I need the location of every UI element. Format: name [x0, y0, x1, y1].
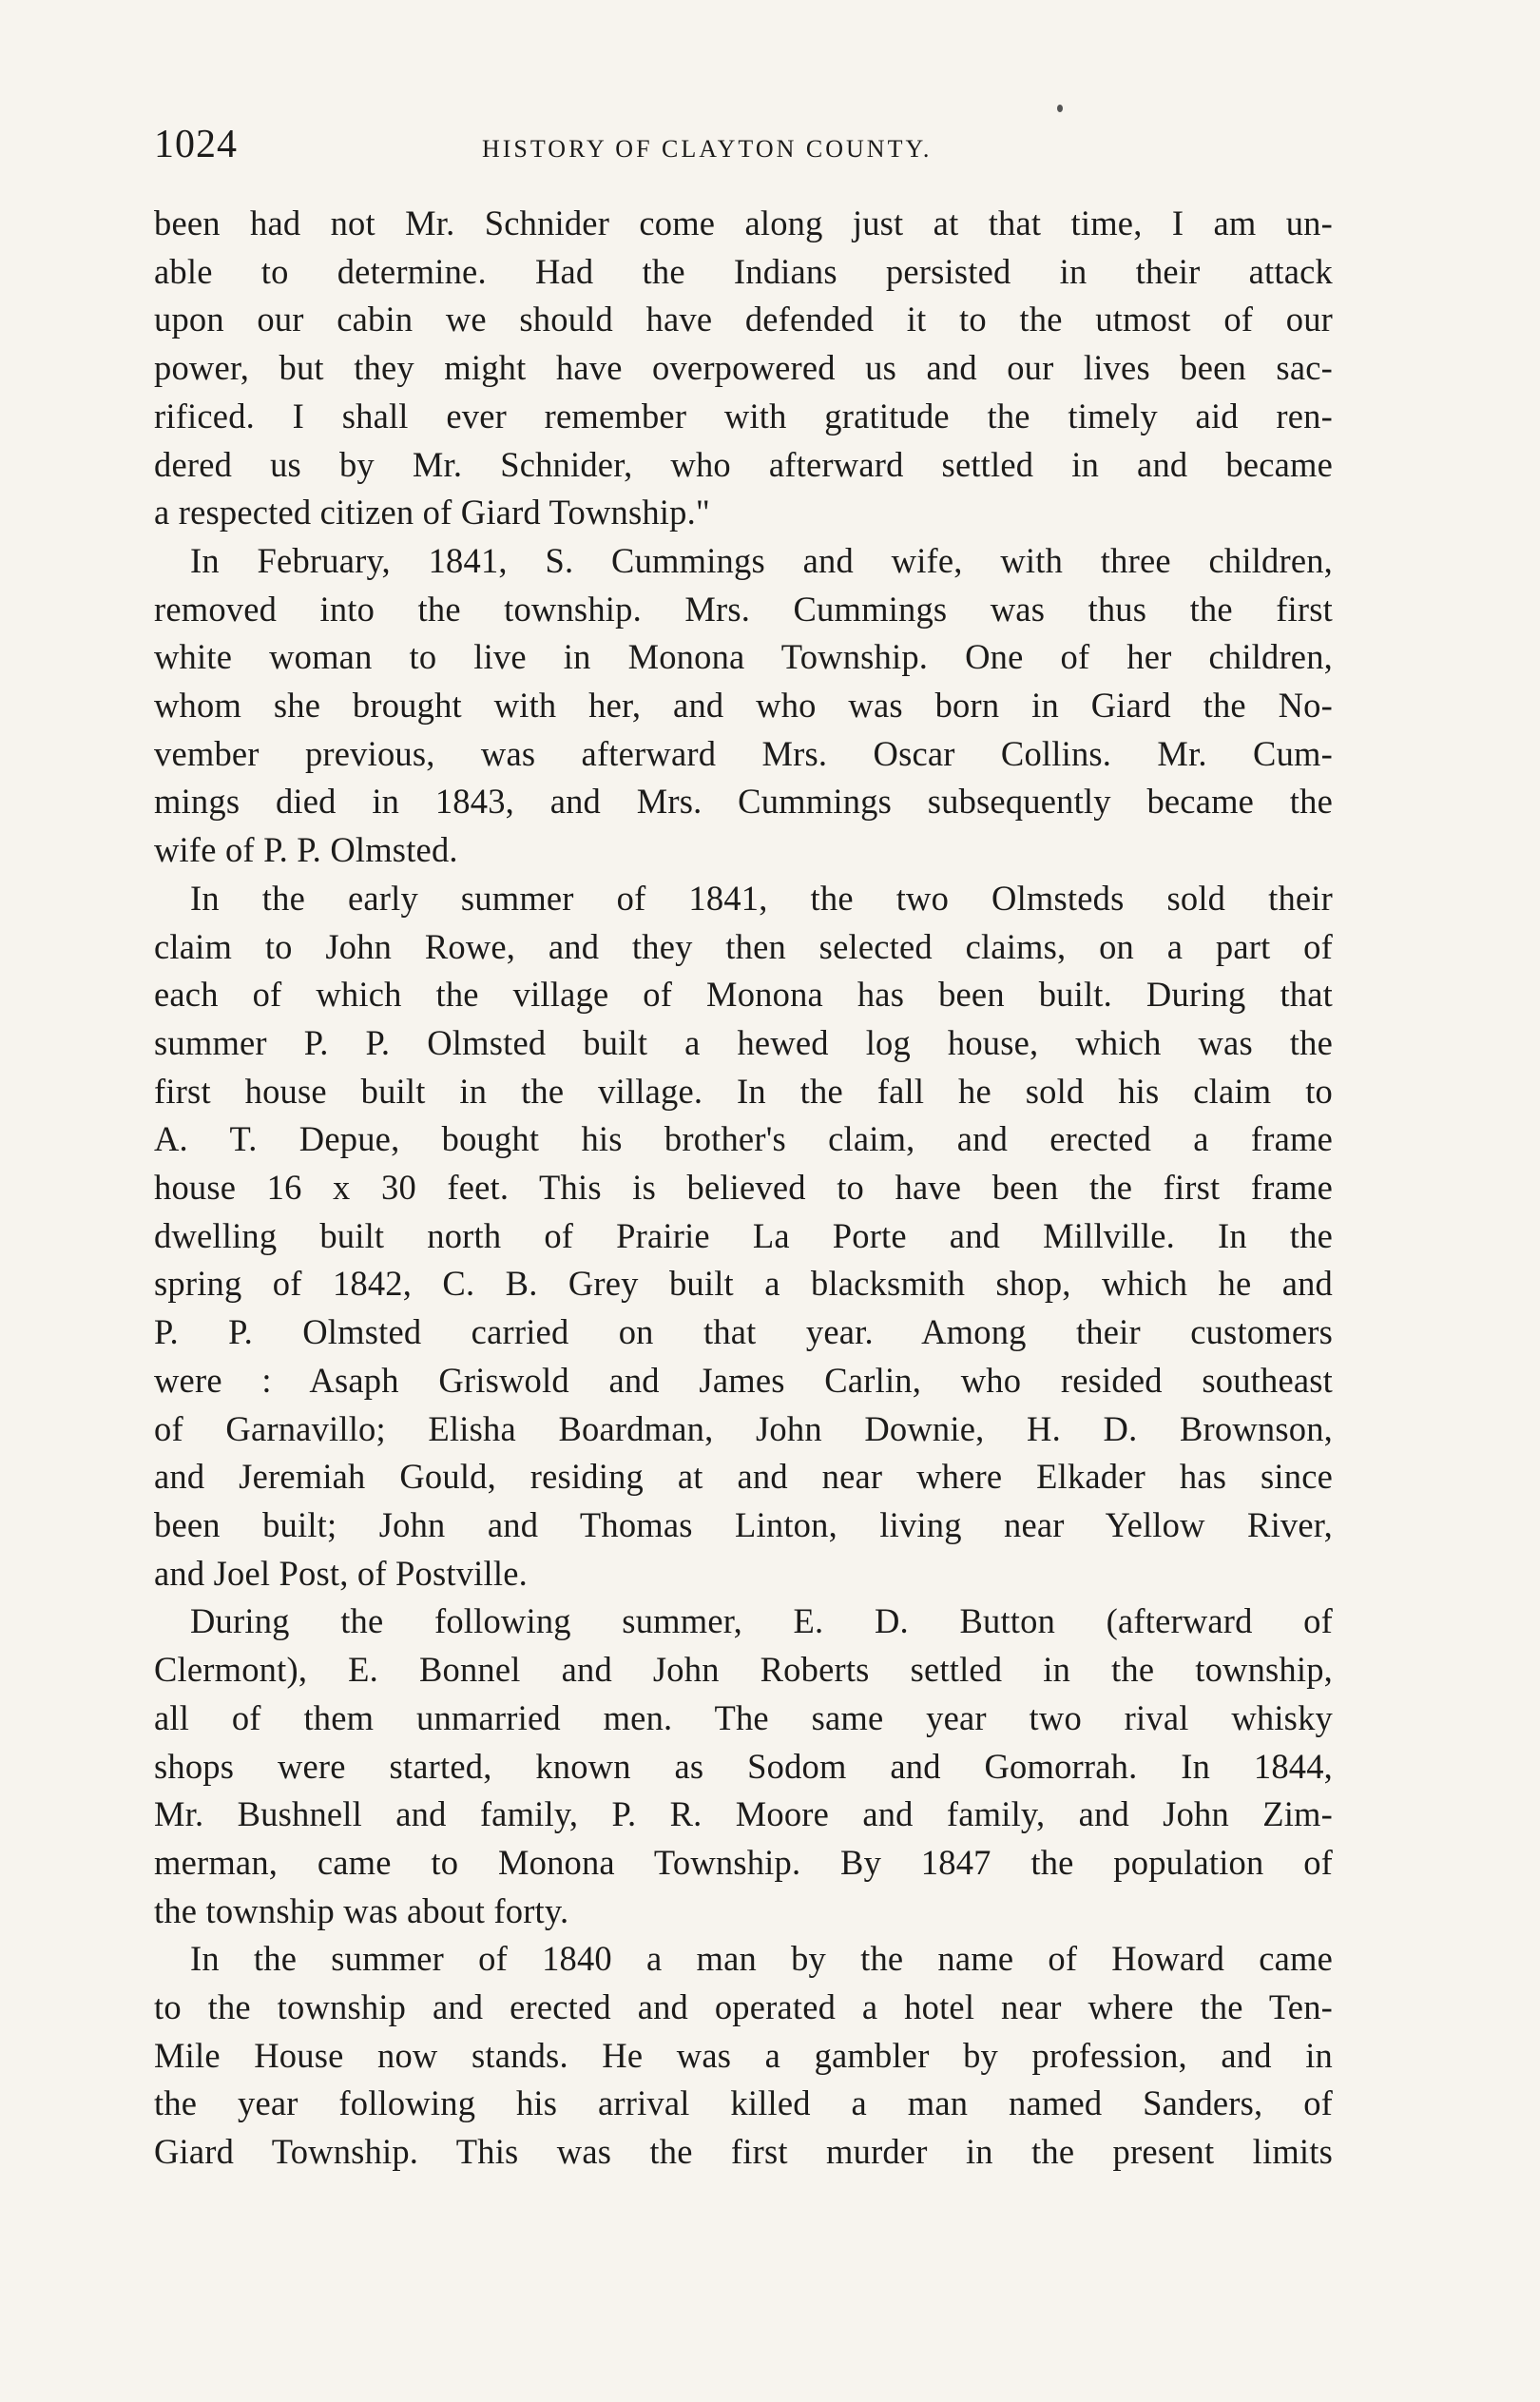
text-line: the township was about forty.: [154, 1890, 569, 1930]
text-line: shops were started, known as Sodom and Gomorrah. In 1844,: [154, 1746, 1333, 1786]
text-line: all of them unmarried men. The same year two rival whisky: [154, 1697, 1333, 1737]
text-line: were : Asaph Griswold and James Carlin, who resided southeast: [154, 1360, 1333, 1400]
text-line: dered us by Mr. Schnider, who afterward settled in and became: [154, 444, 1333, 484]
paragraph-3: [154, 875, 1333, 1598]
text-line: to the township and erected and operated a hotel near where the Ten-: [154, 1987, 1333, 2027]
text-line: Giard Township. This was the first murder in the present limits: [154, 2132, 1333, 2172]
ink-speck: [1057, 105, 1063, 112]
page-number: 1024: [154, 123, 238, 166]
text-line: Clermont), E. Bonnel and John Roberts settled in the township,: [154, 1650, 1333, 1690]
text-line: summer P. P. Olmsted built a hewed log house, which was the: [154, 1022, 1333, 1062]
text-line: first house built in the village. In the fall he sold his claim to: [154, 1071, 1333, 1111]
text-line: upon our cabin we should have defended it to the utmost of our: [154, 300, 1333, 339]
text-line: During the following summer, E. D. Button (afterward of: [190, 1601, 1333, 1641]
text-line: able to determine. Had the Indians persisted in their attack: [154, 251, 1333, 291]
text-line: been built; John and Thomas Linton, living near Yellow River,: [154, 1504, 1333, 1544]
text-line: In the early summer of 1841, the two Olmsteds sold their: [190, 878, 1333, 918]
text-line: whom she brought with her, and who was born in Giard the No-: [154, 686, 1333, 726]
text-line: Mile House now stands. He was a gambler by profession, and in: [154, 2035, 1333, 2075]
text-line: merman, came to Monona Township. By 1847 the population of: [154, 1842, 1333, 1882]
text-line: rificed. I shall ever remember with gratitude the timely aid ren-: [154, 396, 1333, 436]
text-line: and Jeremiah Gould, residing at and near where Elkader has since: [154, 1457, 1333, 1497]
text-line: A. T. Depue, bought his brother's claim, and erected a frame: [154, 1119, 1333, 1159]
text-line: each of which the village of Monona has been built. During that: [154, 975, 1333, 1015]
paragraph-5: [154, 1935, 1333, 2177]
text-line: In February, 1841, S. Cummings and wife, with three children,: [190, 540, 1333, 580]
text-line: wife of P. P. Olmsted.: [154, 830, 458, 870]
text-line: Mr. Bushnell and family, P. R. Moore and family, and John Zim-: [154, 1794, 1333, 1834]
page-header: [154, 122, 1333, 169]
text-line: house 16 x 30 feet. This is believed to have been the first frame: [154, 1168, 1333, 1208]
running-title: HISTORY OF CLAYTON COUNTY.: [482, 135, 933, 163]
text-line: removed into the township. Mrs. Cummings was thus the first: [154, 589, 1333, 629]
text-line: mings died in 1843, and Mrs. Cummings subsequently became the: [154, 782, 1333, 822]
paragraph-1: [154, 200, 1333, 537]
text-line: a respected citizen of Giard Township.": [154, 493, 711, 533]
paragraph-2: [154, 537, 1333, 875]
text-line: dwelling built north of Prairie La Porte and Millville. In the: [154, 1215, 1333, 1255]
body-text: [154, 200, 1333, 2177]
text-line: vember previous, was afterward Mrs. Oscar Collins. Mr. Cum-: [154, 733, 1333, 773]
text-line: In the summer of 1840 a man by the name of Howard came: [190, 1939, 1333, 1979]
text-line: the year following his arrival killed a man named Sanders, of: [154, 2083, 1333, 2123]
text-line: spring of 1842, C. B. Grey built a blacksmith shop, which he and: [154, 1264, 1333, 1304]
text-line: P. P. Olmsted carried on that year. Among their customers: [154, 1312, 1333, 1352]
text-line: of Garnavillo; Elisha Boardman, John Downie, H. D. Brownson,: [154, 1408, 1333, 1448]
text-line: power, but they might have overpowered us and our lives been sac-: [154, 348, 1333, 388]
text-line: been had not Mr. Schnider come along just at that time, I am un-: [154, 203, 1333, 242]
text-line: and Joel Post, of Postville.: [154, 1553, 528, 1593]
paragraph-4: [154, 1598, 1333, 1935]
text-line: white woman to live in Monona Township. One of her children,: [154, 637, 1333, 677]
text-line: claim to John Rowe, and they then selected claims, on a part of: [154, 926, 1333, 966]
